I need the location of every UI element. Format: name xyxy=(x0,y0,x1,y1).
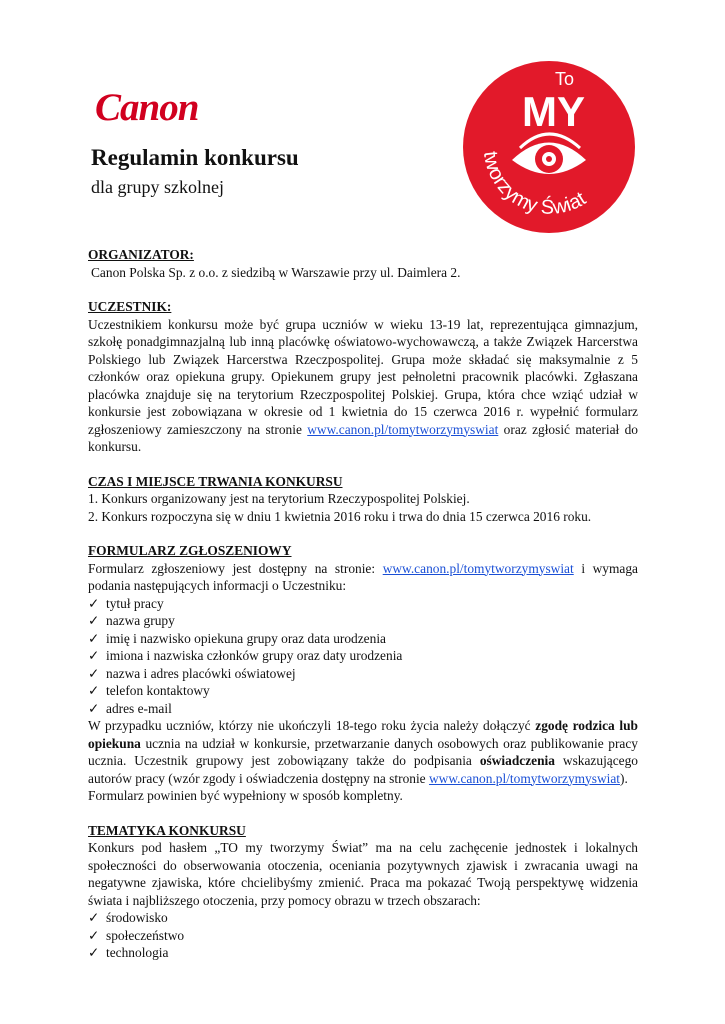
list-item: ✓ społeczeństwo xyxy=(88,927,185,943)
uczestnik-text-after: oraz zgłosić materiał do konkursu. xyxy=(88,421,638,454)
canon-link[interactable]: www.canon.pl/tomytworzymyswiat xyxy=(382,560,574,576)
list-item: ✓ imię i nazwisko opiekuna grupy oraz data urodzenia xyxy=(88,630,386,646)
czas-line-2: 2. Konkurs rozpoczyna się w dniu 1 kwietnia 2016 roku i trwa do dnia 15 czerwca 2016 roku. xyxy=(88,508,592,524)
list-item: ✓ nazwa i adres placówki oświatowej xyxy=(88,665,296,681)
list-item: ✓ imiona i nazwiska członków grupy oraz daty urodzenia xyxy=(88,648,403,663)
declaration-emphasis: oświadczenia xyxy=(479,753,555,768)
uczestnik-heading: UCZESTNIK: xyxy=(88,299,172,314)
section-uczestnik xyxy=(88,298,638,456)
canon-logo: Canon xyxy=(95,86,199,129)
check-icon: ✓ xyxy=(88,613,100,628)
list-item: ✓ adres e-mail xyxy=(88,700,172,716)
canon-link[interactable]: www.canon.pl/tomytworzymyswiat xyxy=(428,770,621,786)
formularz-intro xyxy=(88,560,638,595)
badge-to-text: To xyxy=(555,69,575,89)
section-czas xyxy=(88,473,638,526)
organizator-text: Canon Polska Sp. z o.o. z siedzibą w Warszawie przy ul. Daimlera 2. xyxy=(91,264,461,280)
document-body xyxy=(88,246,638,979)
formularz-intro-before: Formularz zgłoszeniowy jest dostępny na stronie: xyxy=(88,560,383,576)
canon-link[interactable]: www.canon.pl/tomytworzymyswiat xyxy=(307,421,499,437)
to-my-tworzymy-swiat-badge xyxy=(462,60,636,234)
formularz-final: Formularz powinien być wypełniony w sposób kompletny. xyxy=(88,788,403,803)
czas-heading: CZAS I MIEJSCE TRWANIA KONKURSU xyxy=(88,473,343,489)
organizator-heading: ORGANIZATOR: xyxy=(88,247,194,262)
document-title: Regulamin konkursu xyxy=(91,145,299,170)
badge-my-text: MY xyxy=(522,88,585,135)
list-item: ✓ nazwa grupy xyxy=(88,613,175,628)
check-icon: ✓ xyxy=(88,700,100,716)
tematyka-paragraph: Konkurs pod hasłem „TO my tworzymy Świat” ma na celu zachęcenie jednostek i lokalnych społeczności do obserwowania otoczenia, oceniania pozytywnych zjawisk i zwracania uwagi na negatywne zjawiska, które chcielibyśmy zmienić. Praca ma pokazać Twoją perspektywę widzenia świata i najbliższego otoczenia, przy pomocy obrazu w trzech obszarach: xyxy=(88,840,638,908)
section-formularz xyxy=(88,542,638,805)
badge-arc-text: tworzymy Świat xyxy=(478,150,590,219)
consent-emphasis: zgodę rodzica lub opiekuna xyxy=(88,718,638,751)
check-icon: ✓ xyxy=(88,910,100,925)
formularz-heading: FORMULARZ ZGŁOSZENIOWY xyxy=(88,543,292,558)
formularz-checklist xyxy=(88,595,638,718)
list-item: ✓ technologia xyxy=(88,945,169,960)
uczestnik-paragraph xyxy=(88,316,638,456)
document-subtitle: dla grupy szkolnej xyxy=(91,177,224,197)
check-icon: ✓ xyxy=(88,945,100,960)
formularz-paragraph: W przypadku uczniów, którzy nie ukończyli 18-tego roku życia należy dołączyć zgodę rodzica lub opiekuna ucznia na udział w konkursie, przetwarzanie danych osobowych oraz publikowanie pracy ucznia. Uczestnik grupowy jest zobowiązany także do podpisania oświadczenia wskazującego autorów pracy (wzór zgody i oświadczenia dostępny na stronie www.canon.pl/tomytworzymyswiat). xyxy=(88,718,639,786)
list-item: ✓ telefon kontaktowy xyxy=(88,683,210,698)
section-organizator xyxy=(88,246,638,281)
check-icon: ✓ xyxy=(88,630,100,646)
tematyka-heading: TEMATYKA KONKURSU xyxy=(88,822,246,838)
formularz-intro-after: i wymaga podania następujących informacji o Uczestniku: xyxy=(88,560,638,593)
section-tematyka xyxy=(88,822,638,962)
uczestnik-text: Uczestnikiem konkursu może być grupa uczniów w wieku 13-19 lat, reprezentująca gimnazjum, szkołę ponadgimnazjalną lub inną placówkę oświatowo-wychowawczą, a także Związek Harcerstwa Polskiego lub Związek Harcerstwa Rzeczpospolitej. Grupa może składać się maksymalnie z 5 członków oraz opiekuna grupy. Opiekunem grupy jest pełnoletni pracownik placówki. Zgłaszana placówka znajduje się na terytorium Rzeczpospolitej Polskiej. Grupa, która chce wziąć udział w konkursie jest zobowiązana w okresie od 1 kwietnia do 15 czerwca 2016 r. wypełnić formularz zgłoszeniowy zamieszczony na stronie xyxy=(88,316,638,437)
tematyka-checklist xyxy=(88,909,638,962)
check-icon: ✓ xyxy=(88,648,100,663)
check-icon: ✓ xyxy=(88,683,100,698)
czas-line-1: 1. Konkurs organizowany jest na terytorium Rzeczypospolitej Polskiej. xyxy=(88,491,470,506)
list-item: ✓ tytuł pracy xyxy=(88,595,164,611)
list-item: ✓ środowisko xyxy=(88,910,168,925)
check-icon: ✓ xyxy=(88,665,100,681)
check-icon: ✓ xyxy=(88,595,100,611)
check-icon: ✓ xyxy=(88,927,100,943)
